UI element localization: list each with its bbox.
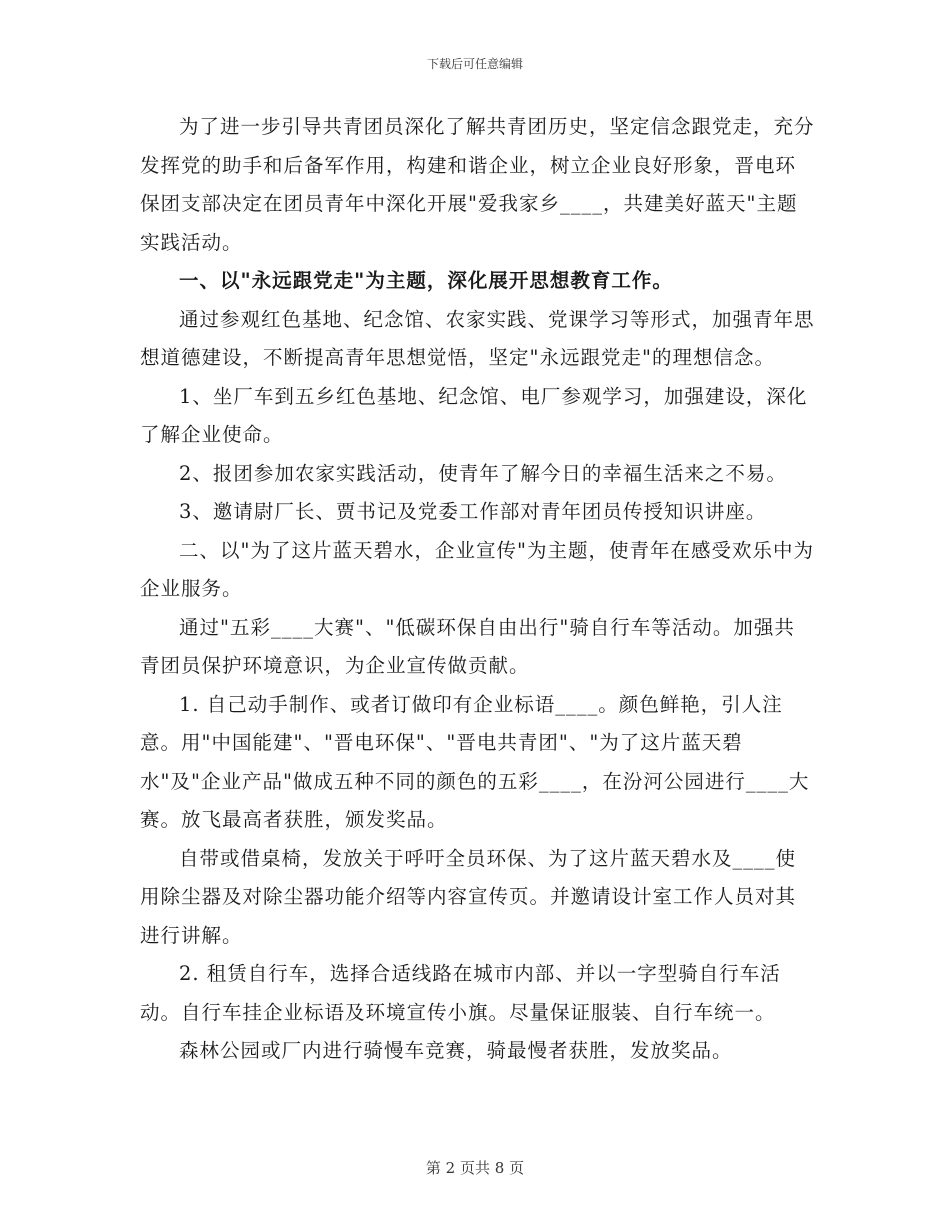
list-item-1-3: 3、邀请尉厂长、贾书记及党委工作部对青年团员传授知识讲座。	[179, 500, 767, 523]
section-heading-1: 一、以"永远跟党走"为主题，深化展开思想教育工作。	[179, 269, 673, 292]
page-footer: 第 2 页共 8 页	[425, 1159, 525, 1177]
list-item-2-1: 1. 自己动手制作、或者订做印有企业标语____。颜色鲜艳，引人注意。用"中国能建"、"晋电环保"、"晋电共青团"、"为了这片蓝天碧水"及"企业产品"做成五种不同的颜色的五彩____，在汾河公园进行____大赛。放飞最高者获胜，颁发奖品。	[140, 692, 810, 831]
section-heading-2: 二、以"为了这片蓝天碧水，企业宣传"为主题，使青年在感受欢乐中为企业服务。	[140, 538, 814, 600]
list-item-2-2: 2. 租赁自行车，选择合适线路在城市内部、并以一字型骑自行车活动。自行车挂企业标语及环境宣传小旗。尽量保证服装、自行车统一。	[140, 962, 781, 1024]
document-body	[140, 108, 815, 1071]
paragraph-section1-body: 通过参观红色基地、纪念馆、农家实践、党课学习等形式，加强青年思想道德建设，不断提高青年思想觉悟，坚定"永远跟党走"的理想信念。	[140, 307, 815, 369]
paragraph-slow-bike-race: 森林公园或厂内进行骑慢车竞赛，骑最慢者获胜，发放奖品。	[179, 1039, 733, 1062]
paragraph-section2-body: 通过"五彩____大赛"、"低碳环保自由出行"骑自行车等活动。加强共青团员保护环境意识，为企业宣传做贡献。	[140, 615, 795, 677]
page-header: 下载后可任意编辑	[426, 57, 523, 71]
paragraph-intro: 为了进一步引导共青团员深化了解共青团历史，坚定信念跟党走，充分发挥党的助手和后备军作用，构建和谐企业，树立企业良好形象，晋电环保团支部决定在团员青年中深化开展"爱我家乡____，共建美好蓝天"主题实践活动。	[140, 115, 815, 254]
paragraph-desk-promo: 自带或借桌椅，发放关于呼吁全员环保、为了这片蓝天碧水及____使用除尘器及对除尘器功能介绍等内容宣传页。并邀请设计室工作人员对其进行讲解。	[140, 846, 797, 947]
list-item-1-1: 1、坐厂车到五乡红色基地、纪念馆、电厂参观学习，加强建设，深化了解企业使命。	[140, 384, 808, 446]
list-item-1-2: 2、报团参加农家实践活动，使青年了解今日的幸福生活来之不易。	[179, 461, 787, 485]
